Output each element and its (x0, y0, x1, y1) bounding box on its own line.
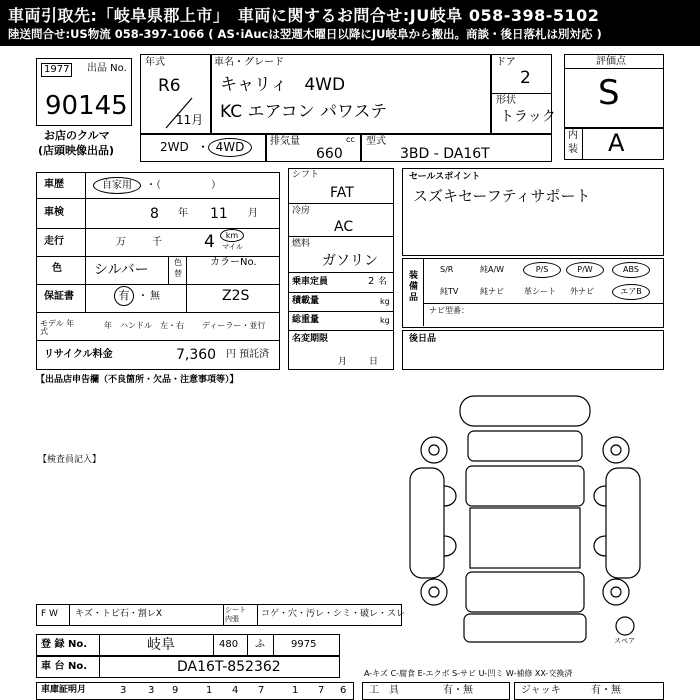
spare-label: スペア (614, 637, 635, 645)
equipment-label: 装備品 (409, 271, 419, 303)
tools-row (362, 682, 510, 700)
handle-option: ハンドル 左・右 (120, 321, 184, 330)
equip-aw: 純A/W (480, 265, 505, 274)
chassis-value: DA16T-852362 (177, 659, 281, 675)
displacement-label: 排気量 (270, 136, 300, 147)
cert-digit-3: 9 (172, 685, 179, 696)
reg-number: 9975 (291, 639, 317, 650)
fw-row (36, 604, 406, 626)
chassis-label: 車 台 No. (41, 661, 88, 672)
windshield (466, 466, 584, 506)
registration-change-unit: 月日 (338, 357, 401, 367)
header-line2: 陸送問合せ:US物流 058-397-1066 ( AS･iAucは翌週木曜日以降にJU岐阜から搬出。商談・後日落札は別対応 ) (8, 27, 602, 41)
reg-no-label: 登 録 No. (41, 639, 88, 650)
lot-number: 90145 (45, 91, 128, 121)
mileage-unit-km-circled: km (220, 229, 244, 242)
shape-label: 形状 (496, 95, 516, 106)
history-value-circled: 自家用 (93, 177, 141, 194)
model-label: 車名・グレード (214, 57, 284, 68)
equip-navi: 純ナビ (480, 287, 504, 296)
seller-report-label: 【出品店申告欄（不良箇所・欠品・注意事項等）】 (36, 375, 239, 385)
reg-class: 480 (219, 639, 239, 650)
year-era: R6 (158, 76, 181, 96)
shape-value: トラック (500, 109, 556, 125)
seat-value: コゲ・穴・汚レ・シミ・破レ・スレ (261, 609, 406, 619)
left-side (410, 468, 444, 578)
equip-airbag-circled: エアB (612, 284, 650, 300)
equip-tv: 純TV (440, 287, 459, 296)
color-label: 色 (52, 263, 62, 274)
color-value: シルバー (94, 262, 149, 278)
spare-wheel (616, 617, 634, 635)
later-date-box (402, 330, 664, 370)
front-bumper (460, 396, 590, 426)
fw-value: キズ・トビ石・割レX (75, 609, 162, 619)
car-damage-diagram (400, 386, 650, 656)
reg-kana: ふ (255, 639, 265, 650)
model-year-label: モデル 年式 (40, 319, 75, 336)
type-value: 3BD - DA16T (400, 146, 490, 162)
drive-2wd: 2WD (160, 140, 189, 154)
warranty-no: 無 (150, 291, 160, 302)
recycle-label: リサイクル料金 (44, 349, 113, 360)
equip-ps-circled: P/S (523, 262, 561, 278)
inspector-label: 【検査員記入】 (38, 455, 102, 465)
sales-point-box (402, 168, 664, 256)
cert-digit-7: 1 (292, 685, 299, 696)
year-label: 年式 (145, 57, 165, 68)
rating-score: S (598, 73, 620, 113)
warranty-label: 保証書 (44, 291, 74, 302)
equip-leather: 革シート (524, 287, 556, 296)
tools-label: 工 具 (369, 685, 399, 696)
right-side (606, 468, 640, 578)
rear-glass (466, 572, 584, 612)
fuel-value: ガソリン (322, 253, 378, 269)
history-extra: ・（ ） (146, 180, 221, 191)
inspection-month-unit: 月 (248, 208, 258, 219)
shift-label: シフト (292, 170, 320, 180)
interior-label-2: 装 (568, 144, 578, 155)
lot-label: 出品 No. (87, 63, 127, 74)
registration-row (36, 634, 340, 656)
recycle-unit: 円 預託済 (226, 349, 270, 360)
rear-bumper (464, 614, 586, 642)
header-line1: 車両引取先:「岐阜県郡上市」 車両に関するお問合せ:JU岐阜 058-398-5102 (8, 6, 600, 25)
sales-point-value: スズキセーフティサポート (413, 187, 591, 205)
door-value: 2 (520, 68, 531, 88)
equip-pw-circled: P/W (566, 262, 604, 278)
load-unit: kg (380, 297, 390, 306)
door-label: ドア (496, 57, 516, 68)
equip-sr: S/R (440, 265, 454, 274)
reg-place: 岐阜 (147, 637, 175, 653)
jack-row (514, 682, 664, 700)
equip-ext-navi: 外ナビ (570, 287, 594, 296)
cert-digit-6: 7 (258, 685, 265, 696)
registration-change-label: 名変期限 (292, 334, 329, 344)
cert-digit-1: 3 (120, 685, 127, 696)
gross-label: 総重量 (292, 315, 320, 325)
cert-digit-9: 6 (340, 685, 347, 696)
model-grade: KC エアコン パワステ (220, 102, 388, 122)
drive-sep: ・ (197, 140, 210, 154)
warranty-yes-circled: 有 (114, 286, 134, 306)
cert-digit-4: 1 (206, 685, 213, 696)
jack-label: ジャッキ (521, 685, 561, 696)
cert-digit-5: 4 (232, 685, 239, 696)
inspection-label: 車検 (44, 207, 64, 218)
inspection-year-unit: 年 (178, 208, 188, 219)
model-year-unit: 年 (104, 321, 112, 330)
recycle-value: 7,360 (176, 347, 217, 363)
lot-note-2: (店頭映像出品) (38, 144, 115, 157)
fw-label: F W (41, 609, 58, 619)
inspection-year: 8 (150, 206, 159, 222)
damage-legend: A-キズ C-腐食 E-エクボ S-サビ U-凹ミ W-補修 XX-交換済 (364, 669, 573, 678)
interior-label-1: 内 (568, 130, 578, 141)
color-code-label: カラーNo. (210, 257, 257, 268)
seat-label: シート 内張 (225, 606, 246, 623)
displacement-value: 660 (316, 146, 343, 162)
load-label: 積載量 (292, 296, 320, 306)
cert-label: 車庫証明月 (41, 685, 87, 695)
header-banner (0, 0, 700, 46)
hood (468, 431, 582, 461)
cert-row (36, 682, 354, 700)
tools-value: 有・無 (443, 685, 473, 696)
sales-point-label: セールスポイント (409, 172, 481, 182)
cert-digit-8: 7 (318, 685, 325, 696)
mileage-value: 4 (204, 232, 215, 252)
cert-digit-2: 3 (148, 685, 155, 696)
type-label: 型式 (366, 136, 386, 147)
lot-note-1: お店のクルマ (44, 129, 110, 142)
capacity-value: 2 (368, 276, 375, 287)
capacity-label: 乗車定員 (292, 277, 329, 287)
displacement-unit: cc (346, 135, 355, 144)
navi-label: ナビ型番： (429, 306, 469, 315)
model-name: キャリィ 4WD (220, 75, 346, 95)
fuel-label: 燃料 (292, 239, 311, 249)
drive-4wd-circled: 4WD (208, 138, 252, 157)
shift-value: FAT (330, 185, 354, 201)
interior-score: A (608, 129, 625, 157)
gross-unit: kg (380, 316, 390, 325)
ac-value: AC (334, 219, 354, 235)
lot-box (36, 58, 132, 126)
dealer-option: ディーラー・並行 (202, 321, 266, 330)
mileage-unit-man: 万 (116, 237, 126, 248)
warranty-sep: ・ (138, 291, 148, 302)
color-change-label-2: 替 (174, 269, 182, 278)
roof (470, 508, 580, 568)
equip-abs-circled: ABS (612, 262, 650, 278)
lot-year-tag: 1977 (41, 63, 72, 77)
jack-value: 有・無 (591, 685, 621, 696)
mileage-label: 走行 (44, 236, 64, 247)
rating-label: 評価点 (596, 56, 626, 67)
ac-label: 冷房 (292, 206, 311, 216)
color-code: Z2S (222, 288, 250, 304)
mileage-unit-mile: マイル (222, 243, 243, 251)
year-month: 11月 (176, 113, 204, 127)
history-label: 車歴 (44, 179, 64, 190)
capacity-unit: 名 (378, 277, 388, 287)
color-change-label-1: 色 (174, 258, 182, 267)
later-date-label: 後日品 (409, 334, 437, 344)
inspection-month: 11 (210, 206, 228, 222)
mileage-unit-sen: 千 (152, 237, 162, 248)
chassis-row (36, 656, 340, 678)
